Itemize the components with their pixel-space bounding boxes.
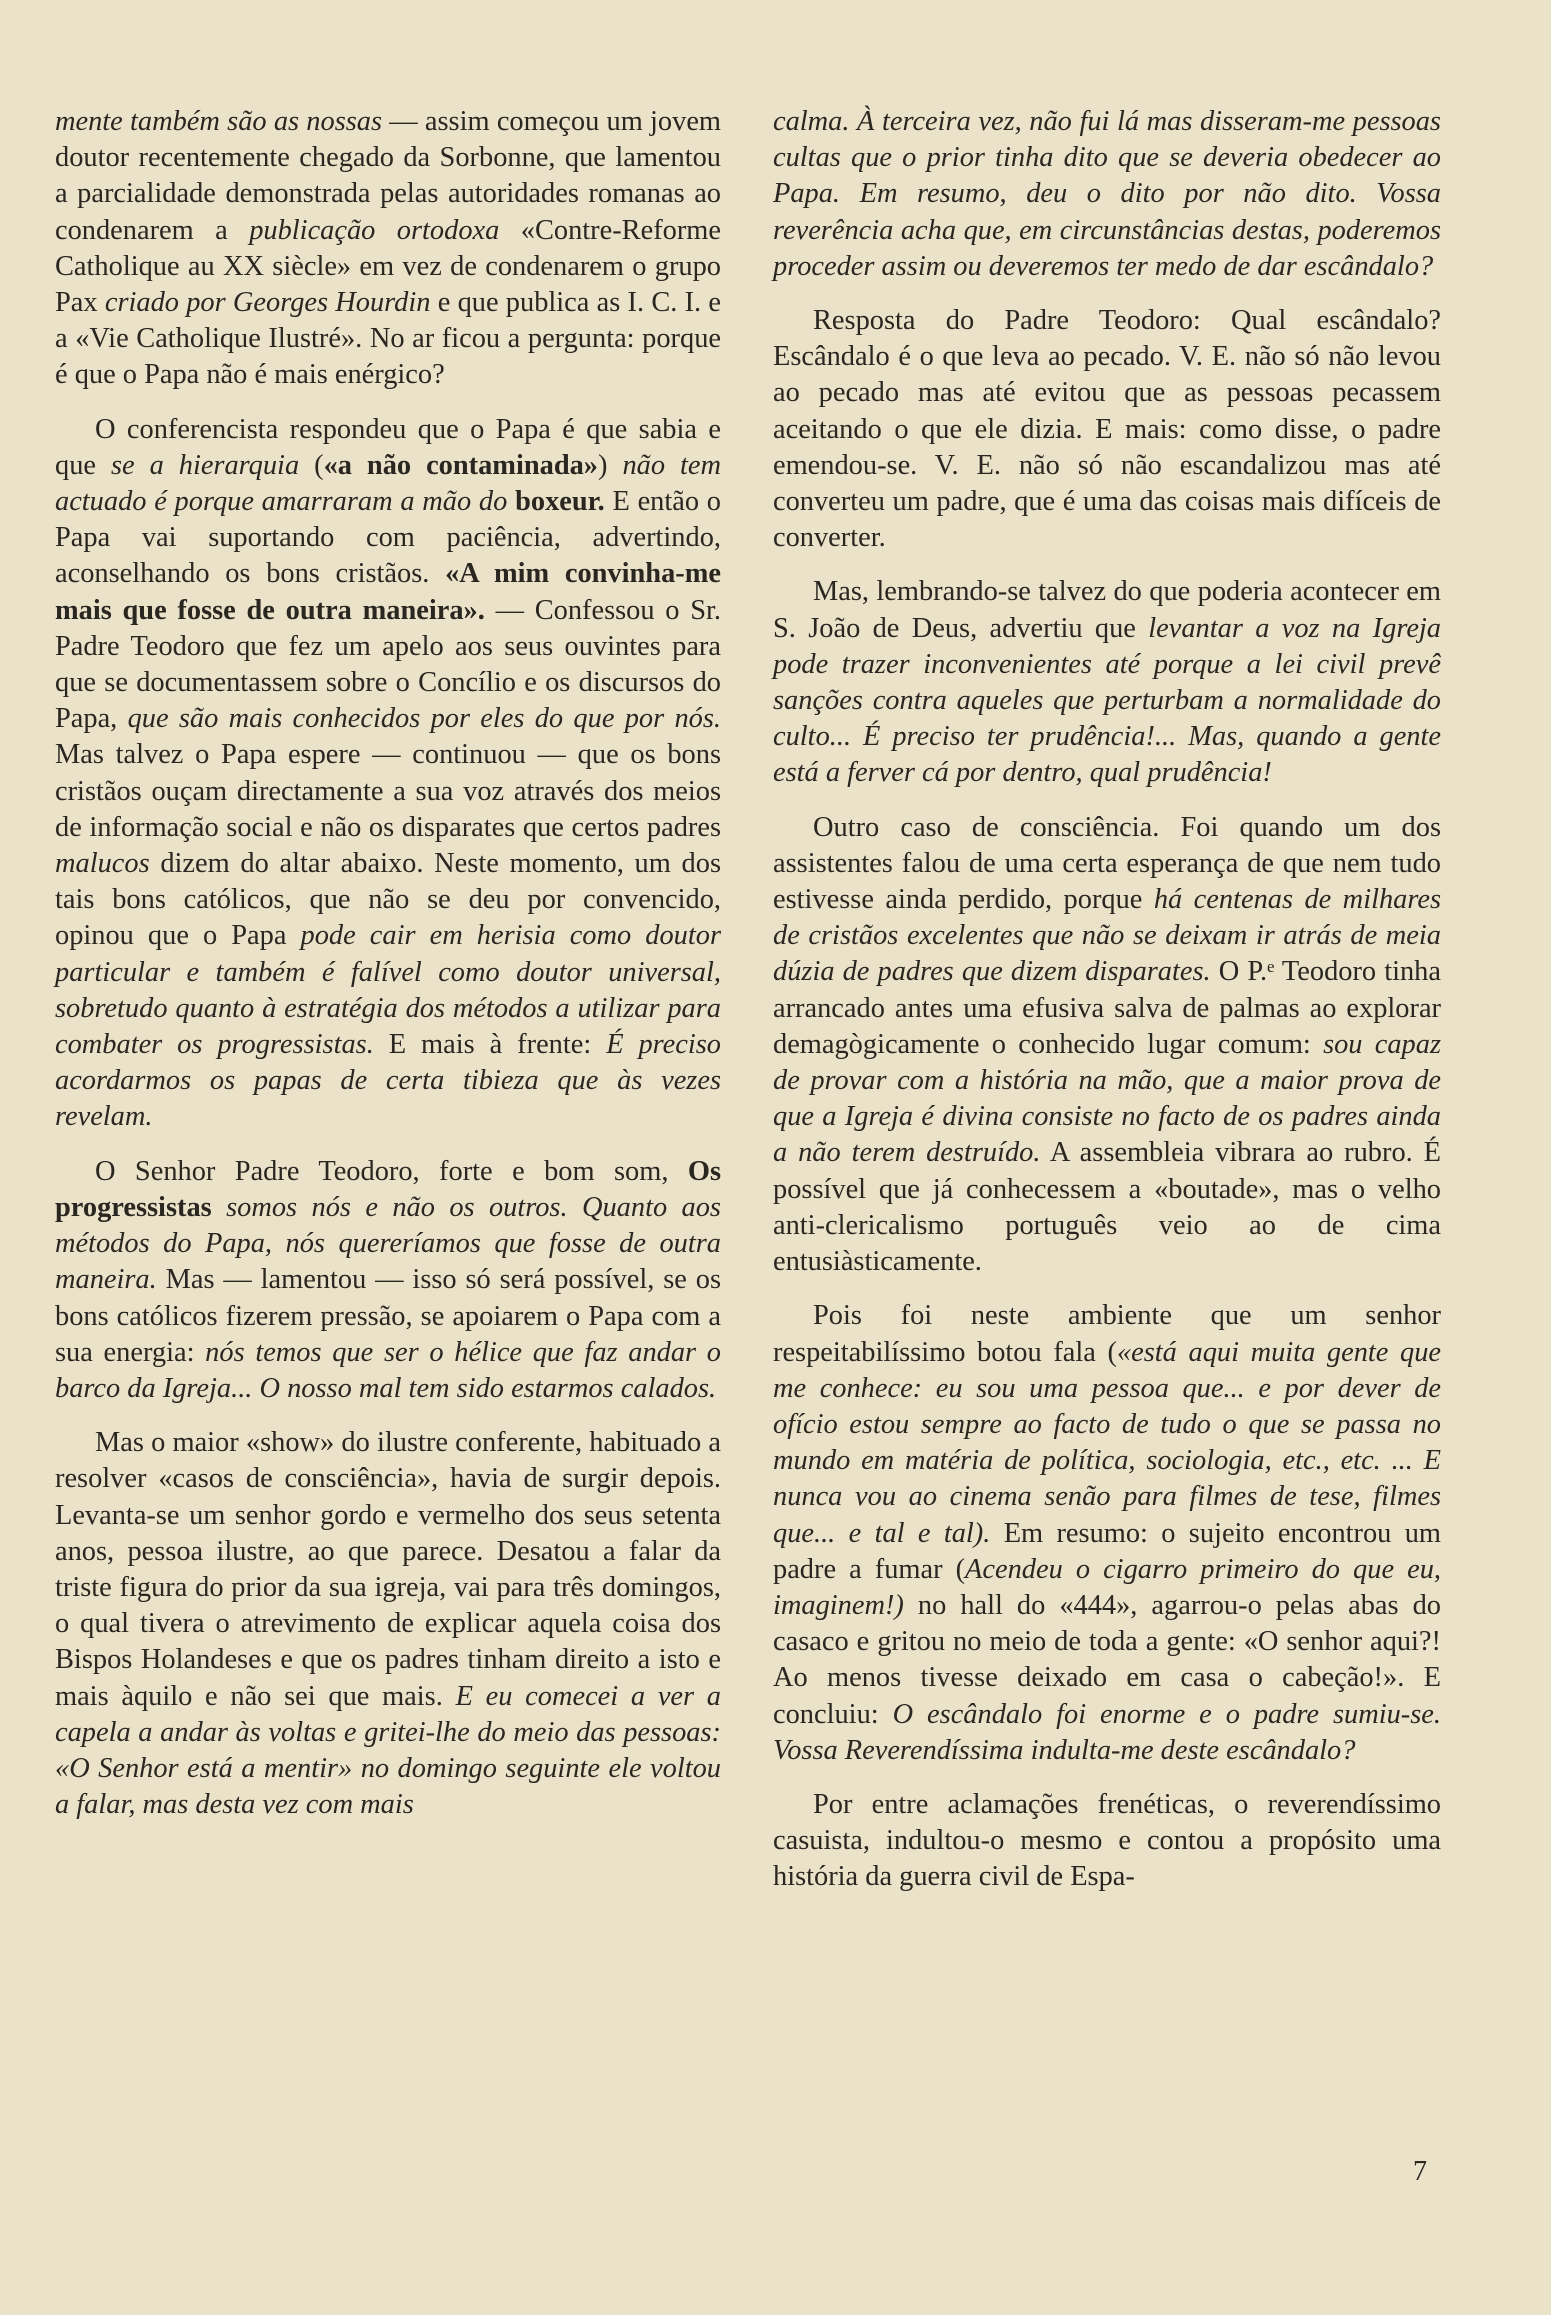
paragraph	[55, 104, 721, 394]
right-column	[773, 104, 1441, 1896]
italic-text: calma. À terceira vez, não fui lá mas disseram-me pessoas cultas que o prior tinha dito que se deveria obedecer ao Papa. Em resumo, deu o dito por não dito. Vossa reverência acha que, em circunstâncias destas, poderemos proceder assim ou deveremos ter medo de dar escândalo?	[773, 106, 1441, 282]
paragraph	[773, 810, 1441, 1281]
text-run: E mais à frente:	[373, 1029, 607, 1061]
italic-text: O escândalo foi enorme e o padre sumiu-se. Vossa Reverendíssima indulta-me deste escândalo?	[773, 1698, 1441, 1766]
text-run: O Senhor Padre Teodoro, forte e bom som,	[95, 1155, 688, 1187]
bold-text: «A mim convinha-me mais que fosse de outra maneira».	[55, 558, 721, 626]
text-run: Mas talvez o Papa espere — continuou — que os bons cristãos ouçam directamente a sua voz através dos meios de informação social e não os disparates que certos padres	[55, 739, 721, 843]
italic-text: somos nós e não os outros. Quanto aos métodos do Papa, nós quereríamos que fosse de outra maneira.	[55, 1191, 721, 1296]
text-run: dizem do altar abaixo. Neste momento, um dos tais bons católicos, que não se deu por convencido, opinou que o Papa	[55, 848, 721, 952]
text-run	[212, 1192, 226, 1223]
italic-text: malucos	[55, 848, 150, 880]
italic-text: sou capaz de provar com a história na mão, que a maior prova de que a Igreja é divina consiste no facto de os padres ainda a não terem destruído.	[773, 1028, 1441, 1169]
text-run: )	[598, 449, 623, 481]
italic-text: há centenas de milhares de cristãos excelentes que não se deixam ir atrás de meia dúzia de padres que dizem disparates.	[773, 884, 1442, 988]
bold-text: Os progressistas	[55, 1155, 721, 1223]
text-run: (	[299, 449, 324, 481]
italic-text: levantar a voz na Igreja pode trazer inconvenientes até porque a lei civil prevê sanções contra aqueles que perturbam a normalidade do culto... É preciso ter prudência!... Mas, quando a gente está a ferver cá por dentro, qual prudência!	[773, 612, 1441, 789]
text-run: Por entre aclamações frenéticas, o reverendíssimo casuista, indultou-o mesmo e contou a propósito uma história da guerra civil de Espa-	[773, 1788, 1441, 1893]
paragraph	[773, 574, 1441, 791]
text-run: — Confessou o Sr. Padre Teodoro que fez um apelo aos seus ouvintes para que se documentassem sobre o Concílio e os discursos do Papa,	[55, 594, 721, 735]
paragraph	[773, 303, 1441, 556]
italic-text: publicação ortodoxa	[249, 214, 500, 246]
italic-text: criado por Georges Hourdin	[104, 287, 431, 319]
left-column	[55, 104, 721, 1823]
text-run: no hall do «444», agarrou-o pelas abas do casaco e gritou no meio de toda a gente: «O senhor aqui?! Ao menos tivesse deixado em casa o cabeção!». E concluiu:	[773, 1589, 1441, 1730]
italic-text: E eu comecei a ver a capela a andar às voltas e gritei-lhe do meio das pessoas: «O Senhor está a mentir» no domingo seguinte ele voltou a falar, mas desta vez com mais	[55, 1680, 721, 1821]
text-run: Mas, lembrando-se talvez do que poderia acontecer em S. João de Deus, advertiu que	[773, 576, 1441, 644]
text-run: — assim começou um jovem doutor recentemente chegado da Sorbonne, que lamentou a parcialidade demonstrada pelas autoridades romanas ao condenarem a	[55, 106, 722, 246]
italic-text: «está aqui muita gente que me conhece: eu sou uma pessoa que... e por dever de ofício estou sempre ao facto de tudo o que se passa no mundo em matéria de política, sociologia, etc., etc. ... E nunca vou ao cinema senão para filmes de tese, filmes que... e tal e tal).	[773, 1336, 1441, 1549]
text-run	[507, 486, 515, 517]
paragraph	[773, 1787, 1441, 1896]
italic-text: nós temos que ser o hélice que faz andar o barco da Igreja... O nosso mal tem sido estarmos calados.	[55, 1336, 721, 1404]
paragraph	[55, 1425, 721, 1823]
bold-text: «a não contaminada»	[323, 449, 599, 481]
italic-text: pode cair em herisia como doutor particular e também é falível como doutor universal, sobretudo quanto à estratégia dos métodos a utilizar para combater os progressistas.	[55, 920, 721, 1061]
text-run: Resposta do Padre Teodoro: Qual escândalo? Escândalo é o que leva ao pecado. V. E. não só não levou ao pecado mas até evitou que as pessoas pecassem aceitando o que ele dizia. E mais: como disse, o padre emendou-se. V. E. não só não escandalizou mas até converteu um padre, que é uma das coisas mais difíceis de converter.	[773, 305, 1441, 554]
italic-text: que são mais conhecidos por eles do que por nós.	[127, 703, 721, 735]
page-number: 7	[1413, 2156, 1427, 2187]
paragraph	[773, 104, 1441, 285]
italic-text: não tem actuado é porque amarraram a mão do	[55, 449, 721, 518]
text-run: e que publica as I. C. I. e a «Vie Catholique Ilustré». No ar ficou a pergunta: porque é que o Papa não é mais enérgico?	[55, 287, 722, 391]
paragraph	[55, 412, 721, 1136]
text-run: Outro caso de consciência. Foi quando um dos assistentes falou de uma certa esperança de que nem tudo estivesse ainda perdido, porque	[773, 811, 1441, 916]
text-run: Pois foi neste ambiente que um senhor respeitabilíssimo botou fala (	[773, 1300, 1441, 1368]
text-run: E então o Papa vai suportando com paciência, advertindo, aconselhando os bons cristãos.	[55, 486, 721, 590]
text-run: A assembleia vibrara ao rubro. É possível que já conhecessem a «boutade», mas o velho anti-clericalismo português veio ao de cima entusiàsticamente.	[773, 1137, 1441, 1278]
text-run: Mas — lamentou — isso só será possível, se os bons católicos fizerem pressão, se apoiarem o Papa com a sua energia:	[55, 1264, 721, 1368]
text-run: Em resumo: o sujeito encontrou um padre a fumar (	[773, 1517, 1441, 1585]
italic-text: se a hierarquia	[110, 449, 300, 481]
text-run: O P.ᵉ Teodoro tinha arrancado antes uma efusiva salva de palmas ao explorar demagògicamente o conhecido lugar comum:	[773, 956, 1441, 1060]
text-run: Mas o maior «show» do ilustre conferente, habituado a resolver «casos de consciência», havia de surgir depois. Levanta-se um senhor gordo e vermelho dos seus setenta anos, pessoa ilustre, ao que parece. Desatou a falar da triste figura do prior da sua igreja, vai para três domingos, o qual tivera o atrevimento de explicar aquela coisa dos Bispos Holandeses e que os padres tinham direito a isto e mais àquilo e não sei que mais.	[55, 1427, 721, 1712]
paragraph	[773, 1298, 1441, 1769]
italic-text: mente também são as nossas	[55, 106, 383, 137]
italic-text: Acendeu o cigarro primeiro do que eu, imaginem!)	[773, 1553, 1441, 1621]
text-run: O conferencista respondeu que o Papa é que sabia e que	[55, 413, 721, 481]
text-run: «Contre-Reforme Catholique au XX siècle» em vez de condenarem o grupo Pax	[55, 214, 721, 319]
paragraph	[55, 1154, 721, 1407]
bold-text: boxeur.	[515, 486, 605, 518]
italic-text: É preciso acordarmos os papas de certa tibieza que às vezes revelam.	[55, 1029, 721, 1133]
